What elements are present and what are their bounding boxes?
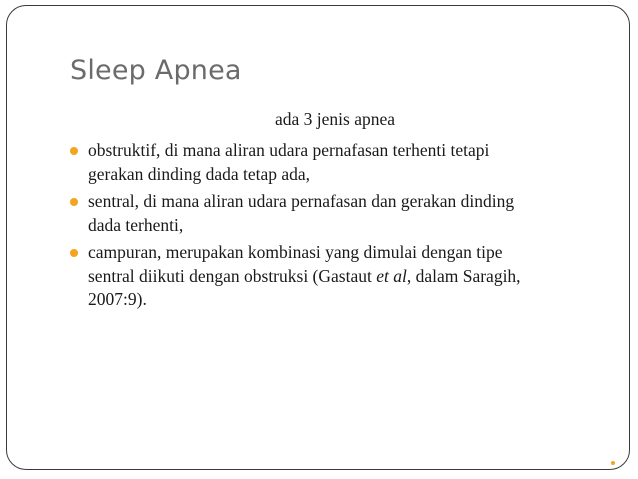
bullet-line: campuran, merupakan kombinasi yang dimulai dengan tipe bbox=[88, 242, 503, 262]
bullet-item-sentral bbox=[70, 190, 610, 237]
bullet-line: gerakan dinding dada tetap ada, bbox=[88, 163, 311, 184]
bullet-list bbox=[70, 139, 610, 316]
bullet-item-campuran bbox=[70, 241, 610, 312]
bullet-line: obstruktif, di mana aliran udara pernafasan terhenti tetapi bbox=[88, 140, 490, 160]
bullet-line: dada terhenti, bbox=[88, 214, 184, 235]
corner-accent-dot bbox=[611, 461, 615, 465]
bullet-dot-icon bbox=[70, 249, 78, 257]
bullet-line-citation bbox=[88, 265, 610, 289]
bullet-line-year: 2007:9). bbox=[88, 289, 147, 309]
bullet-dot-icon bbox=[70, 198, 78, 206]
slide-title: Sleep Apnea bbox=[70, 55, 242, 86]
citation-et-al: et al bbox=[376, 265, 407, 286]
bullet-line: sentral, di mana aliran udara pernafasan dan gerakan dinding bbox=[88, 191, 515, 211]
citation-text-before: sentral diikuti dengan obstruksi (Gastaut bbox=[88, 265, 377, 286]
bullet-item-obstruktif bbox=[70, 139, 610, 186]
bullet-dot-icon bbox=[70, 147, 78, 155]
slide-subtitle: ada 3 jenis apnea bbox=[274, 109, 395, 129]
citation-text-after: , dalam Saragih, bbox=[406, 265, 521, 286]
